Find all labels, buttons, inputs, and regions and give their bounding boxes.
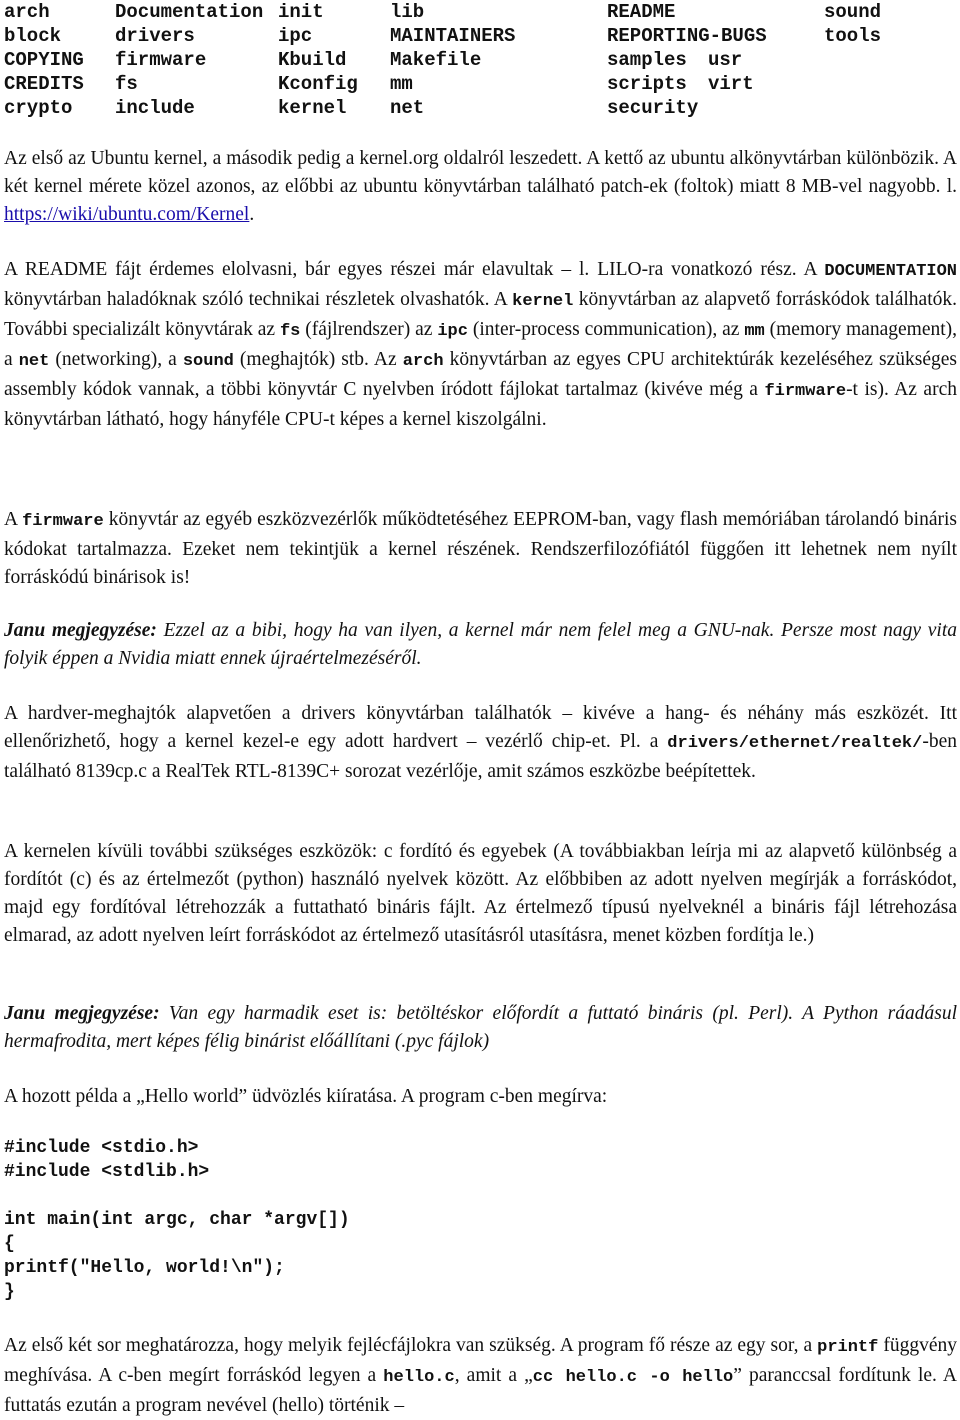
note-text: Ezzel az a bibi, hogy ha van ilyen, a kernel már nem felel meg a GNU-nak. Persze most nagy vita folyik éppen a Nvidia miatt ennek újraértelmezéséről. [4, 620, 957, 669]
directory-listing [4, 0, 944, 120]
paragraph-text: könyvtárban az alapvető forráskódok találhatók. További specializált könyvtárak az [4, 289, 957, 340]
listing-cell: samples [607, 49, 687, 71]
inline-code: kernel [512, 292, 574, 311]
code-line: printf("Hello, world!\n"); [4, 1258, 285, 1278]
listing-cell [824, 72, 944, 96]
listing-row [4, 0, 944, 24]
paragraph-text: (memory management), a [4, 319, 958, 370]
paragraph-text: függvény meghívása. A c-ben megírt forráskód legyen a [4, 1335, 957, 1386]
kernel-wiki-link[interactable]: https://wiki/ubuntu.com/Kernel [4, 204, 250, 225]
listing-cell [824, 48, 944, 72]
listing-cell: drivers [115, 25, 195, 47]
listing-cell: fs [115, 73, 138, 95]
paragraph-text: (inter-process communication), az [467, 319, 745, 340]
inline-code: firmware [764, 382, 847, 401]
listing-cell: firmware [115, 49, 207, 71]
listing-cell: crypto [4, 97, 73, 119]
paragraph-text: (meghajtók) stb. Az [233, 349, 403, 370]
paragraph-kernel-comparison [4, 145, 957, 229]
listing-cell: Kbuild [278, 49, 347, 71]
paragraph-text: könyvtár az egyéb eszközvezérlők működtetéséhez EEPROM-ban, vagy flash memóriában tárolandó bináris kódokat tartalmazza. Ezeket nem tekintjük a kernel részének. Rendszerfilozófiától függően itt lehetnek nem nyílt forráskódú binárisok is! [4, 509, 957, 588]
inline-code: firmware [22, 512, 104, 531]
listing-cell: mm [390, 73, 413, 95]
listing-cell: block [4, 25, 62, 47]
note-text: Van egy harmadik eset is: betöltéskor előfordít a futtató bináris (pl. Perl). A Python ráadásul hermafrodita, mert képes félig binárist előállítani (.pyc fájlok) [4, 1003, 957, 1052]
listing-cell: net [390, 97, 425, 119]
paragraph-text: . [249, 204, 255, 225]
note-label: Janu megjegyzése: [4, 1003, 160, 1024]
code-line: #include <stdlib.h> [4, 1162, 210, 1182]
paragraph-text: könyvtárban haladóknak szóló technikai részletek olvashatók. A [4, 289, 513, 310]
listing-cell [824, 96, 944, 120]
listing-row [4, 72, 944, 96]
inline-code: printf [817, 1338, 879, 1357]
listing-cell: COPYING [4, 49, 84, 71]
code-line: } [4, 1282, 15, 1302]
paragraph-text: -ben található 8139cp.c a RealTek RTL-8139C+ sorozat vezérlője, amit számos eszközbe beépítettek. [4, 731, 957, 782]
listing-row [4, 24, 944, 48]
inline-code: cc hello.c -o hello [532, 1368, 734, 1387]
paragraph-text: Az első az Ubuntu kernel, a második pedig a kernel.org oldalról leszedett. A kettő az ubuntu alkönyvtárban különbözik. A két kernel mérete közel azonos, az előbbi az ubuntu könyvtárban található patch-ek (foltok) miatt 8 MB-vel nagyobb. l. [4, 148, 957, 197]
inline-code: drivers/ethernet/realtek/ [667, 734, 923, 753]
listing-cell: virt [708, 73, 754, 95]
listing-cell: include [115, 97, 195, 119]
listing-cell: lib [390, 1, 425, 23]
paragraph-explanation [4, 1332, 957, 1420]
paragraph-text: könyvtárban az egyes CPU architektúrák kezeléséhez szükséges assembly kódok vannak, a többi könyvtár C nyelvben íródott fájlokat tartalmaz (kivéve még a [4, 349, 958, 400]
listing-cell: Kconfig [278, 73, 358, 95]
listing-cell: REPORTING-BUGS [607, 25, 767, 47]
paragraph-text: Az első két sor meghatározza, hogy melyik fejlécfájlokra van szükség. A program fő része az egy sor, a [4, 1335, 818, 1356]
inline-code: net [18, 352, 50, 371]
code-line: { [4, 1234, 15, 1254]
listing-cell: Makefile [390, 49, 482, 71]
paragraph-text: ” paranccsal fordítunk le. A futtatás ezután a program nevével (hello) történik – [4, 1365, 957, 1416]
inline-code: arch [402, 352, 444, 371]
paragraph-text: , amit a „ [454, 1365, 533, 1386]
listing-cell: security [607, 97, 699, 119]
listing-cell: ipc [278, 25, 313, 47]
paragraph-text: A hardver-meghajtók alapvetően a drivers könyvtárban találhatók – kivéve a hang- és néhány más eszközét. Itt ellenőrizhető, hogy a kernel kezel-e egy adott hardvert – vezérlő chip-et. Pl. a [4, 703, 957, 752]
paragraph-directories [4, 256, 957, 434]
listing-row [4, 48, 944, 72]
listing-cell: arch [4, 1, 50, 23]
listing-cell [708, 96, 824, 120]
inline-code: fs [279, 322, 301, 341]
listing-cell: tools [824, 25, 882, 47]
note-paragraph [4, 617, 957, 673]
code-line: #include <stdio.h> [4, 1138, 199, 1158]
paragraph-firmware [4, 506, 957, 592]
paragraph-tools [4, 838, 957, 950]
code-block [4, 1136, 350, 1304]
inline-code: ipc [437, 322, 468, 341]
inline-code: hello.c [383, 1368, 455, 1387]
listing-row [4, 96, 944, 120]
note-label: Janu megjegyzése: [4, 620, 157, 641]
paragraph-text: A [4, 509, 23, 530]
listing-cell: usr [708, 49, 743, 71]
listing-cell: init [278, 1, 324, 23]
code-blank-line [4, 1184, 350, 1208]
listing-cell: Documentation [115, 1, 264, 23]
paragraph-text: (fájlrendszer) az [300, 319, 438, 340]
paragraph-text: A hozott példa a „Hello world” üdvözlés kiíratása. A program c-ben megírva: [4, 1086, 608, 1107]
paragraph-text: (networking), a [49, 349, 183, 370]
paragraph-drivers [4, 700, 957, 786]
paragraph-text: A kernelen kívüli további szükséges eszközök: c fordító és egyebek (A továbbiakban leírja mi az alapvető különbség a fordítót (c) és az értelmezőt (python) használó nyelvek között. Az előbbiben az adott nyelven megírják a forráskódot, majd egy fordítóval létrehozzák a futtatható bináris fájlt. Az értelmező típusú nyelveknél a bináris fájl létrehozása elmarad, az adott nyelven leírt forráskódot az értelmező utasításról utasításra, menet közben fordítja le.) [4, 841, 957, 946]
inline-code: sound [182, 352, 234, 371]
code-line: int main(int argc, char *argv[]) [4, 1210, 350, 1230]
listing-cell: kernel [278, 97, 347, 119]
listing-cell: MAINTAINERS [390, 25, 516, 47]
listing-cell: scripts [607, 73, 687, 95]
listing-cell: sound [824, 1, 882, 23]
paragraph-text: -t is). Az arch könyvtárban látható, hogy hányféle CPU-t képes a kernel kiszolgálni. [4, 379, 957, 430]
paragraph-text: A README fájt érdemes elolvasni, bár egyes részei már elavultak – l. LILO-ra vonatkozó rész. A [4, 259, 825, 280]
inline-code: DOCUMENTATION [824, 262, 957, 281]
listing-cell: README [607, 1, 676, 23]
inline-code: mm [744, 322, 765, 341]
paragraph-hello-intro [4, 1083, 957, 1111]
note-paragraph [4, 1000, 957, 1056]
listing-cell: CREDITS [4, 73, 84, 95]
